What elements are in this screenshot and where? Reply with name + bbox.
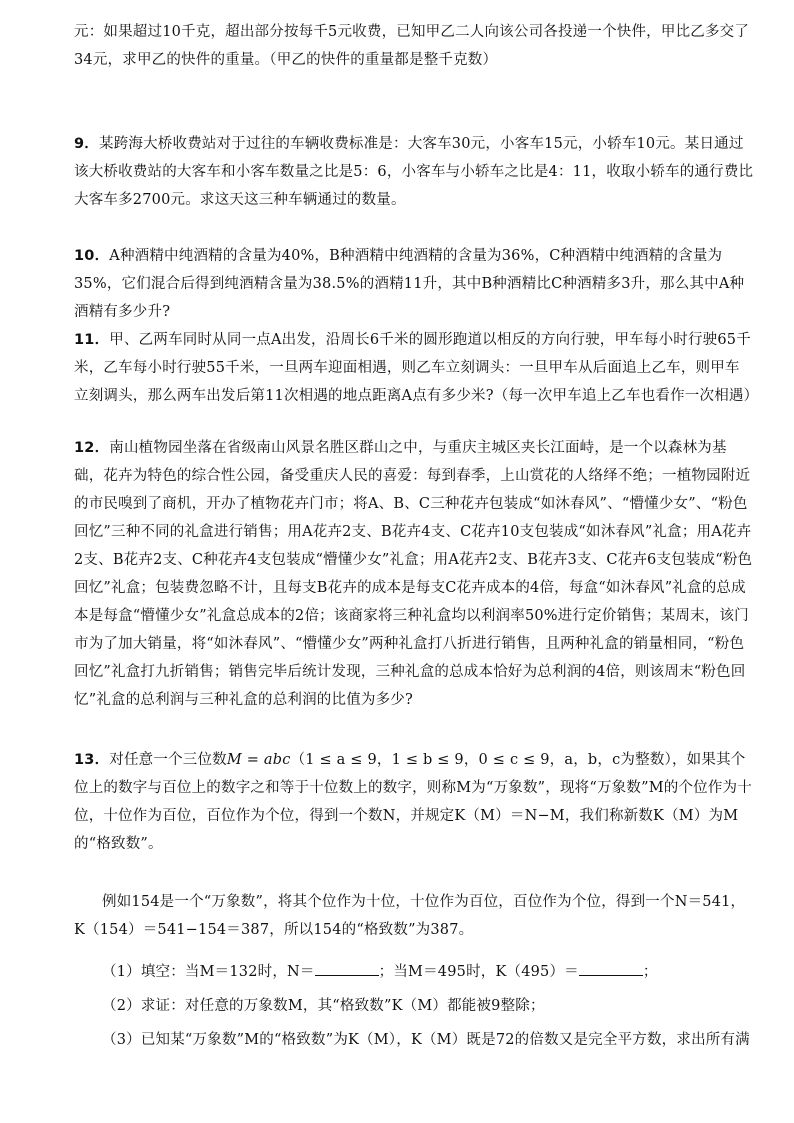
question-9 (74, 130, 754, 214)
question-13 (74, 746, 754, 858)
example-paragraph: 例如154是一个“万象数”，将其个位作为十位，十位作为百位，百位作为个位，得到一个N＝541，K（154）＝541−154＝387，所以154的“格致数”为387。 (74, 894, 746, 938)
sub1-text-c: ； (642, 964, 658, 980)
sub-question-2: （2）求证：对任意的万象数M，其“格致数”K（M）都能被9整除； (102, 998, 545, 1014)
question-10 (74, 242, 754, 326)
question-text-part1: 对任意一个三位数 (109, 752, 227, 768)
question-12 (74, 434, 754, 714)
sub-question-1 (102, 958, 754, 986)
question-number: 11． (74, 332, 110, 348)
question-number: 9． (74, 136, 99, 152)
math-expression-abc: M = abc (226, 752, 291, 768)
sub-question-3: （3）已知某“万象数”M的“格致数”为K（M），K（M）既是72的倍数又是完全平方数，求出所有满 (102, 1032, 750, 1048)
answer-blank-n[interactable] (315, 961, 379, 976)
sub1-text-a: （1）填空：当M＝132时，N＝ (102, 964, 315, 980)
paragraph-q8-continuation: 元：如果超过10千克，超出部分按每千5元收费，已知甲乙二人向该公司各投递一个快件，甲比乙多交了34元，求甲乙的快件的重量。（甲乙的快件的重量都是整千克数） (74, 24, 750, 68)
question-number: 12． (74, 440, 110, 456)
question-number: 13． (74, 752, 110, 768)
question-text: 甲、乙两车同时从同一点A出发，沿周长6千米的圆形跑道以相反的方向行驶，甲车每小时行驶65千米，乙车每小时行驶55千米，一旦两车迎面相遇，则乙车立刻调头：一旦甲车从后面追上乙车，则甲车立刻调头，那么两车出发后第11次相遇的地点距离A点有多少米?（每一次甲车追上乙车也看作一次相遇） (74, 332, 759, 404)
question-text: 南山植物园坐落在省级南山风景名胜区群山之中，与重庆主城区夹长江面峙，是一个以森林为基础，花卉为特色的综合性公园，备受重庆人民的喜爱：每到春季，上山赏花的人络绎不绝；一植物园附近的市民嗅到了商机，开办了植物花卉门市；将A、B、C三种花卉包装成“如沐春风”、“懵懂少女”、“粉色回忆”三种不同的礼盒进行销售；用A花卉2支、B花卉4支、C花卉10支包装成“如沐春风”礼盒；用A花卉2支、B花卉2支、C种花卉4支包装成“懵懂少女”礼盒；用A花卉2支、B花卉3支、C花卉6支包装成“粉色回忆”礼盒；包装费忽略不计，且每支B花卉的成本是每支C花卉成本的4倍，每盒“如沐春风”礼盒的总成本是每盒“懵懂少女”礼盒总成本的2倍；该商家将三种礼盒均以利润率50%进行定价销售；某周末，该门市为了加大销量，将“如沐春风”、“懵懂少女”两种礼盒打八折进行销售，且两种礼盒的销量相同，“粉色回忆”礼盒打九折销售；销售完毕后统计发现，三种礼盒的总成本恰好为总利润的4倍，则该周末“粉色回忆”礼盒的总利润与三种礼盒的总利润的比值为多少? (74, 440, 753, 708)
question-text: A种酒精中纯酒精的含量为40%，B种酒精中纯酒精的含量为36%，C种酒精中纯酒精的含量为35%，它们混合后得到纯酒精含量为38.5%的酒精11升，其中B种酒精比C种酒精多3升，那么其中A种酒精有多少升? (74, 248, 745, 320)
question-11 (74, 326, 759, 410)
sub1-text-b: ；当M＝495时，K（495）＝ (378, 964, 579, 980)
question-text-part2: （1 ≤ a ≤ 9，1 ≤ b ≤ 9，0 ≤ c ≤ 9，a，b，c为整数），如果其个位上的数字与百位上的数字之和等于十位数上的数字，则称M为“万象数”，现将“万象数”M的个位作为十位，十位作为百位，百位作为个位，得到一个数N，并规定K（M）＝N−M，我们称新数K（M）为M的“格致数”。 (74, 752, 752, 852)
answer-blank-k495[interactable] (579, 961, 643, 976)
question-number: 10． (74, 248, 110, 264)
question-text: 某跨海大桥收费站对于过往的车辆收费标准是：大客车30元，小客车15元，小轿车10元。某日通过该大桥收费站的大客车和小客车数量之比是5：6，小客车与小轿车之比是4：11，收取小轿车的通行费比大客车多2700元。求这天这三种车辆通过的数量。 (74, 136, 754, 208)
